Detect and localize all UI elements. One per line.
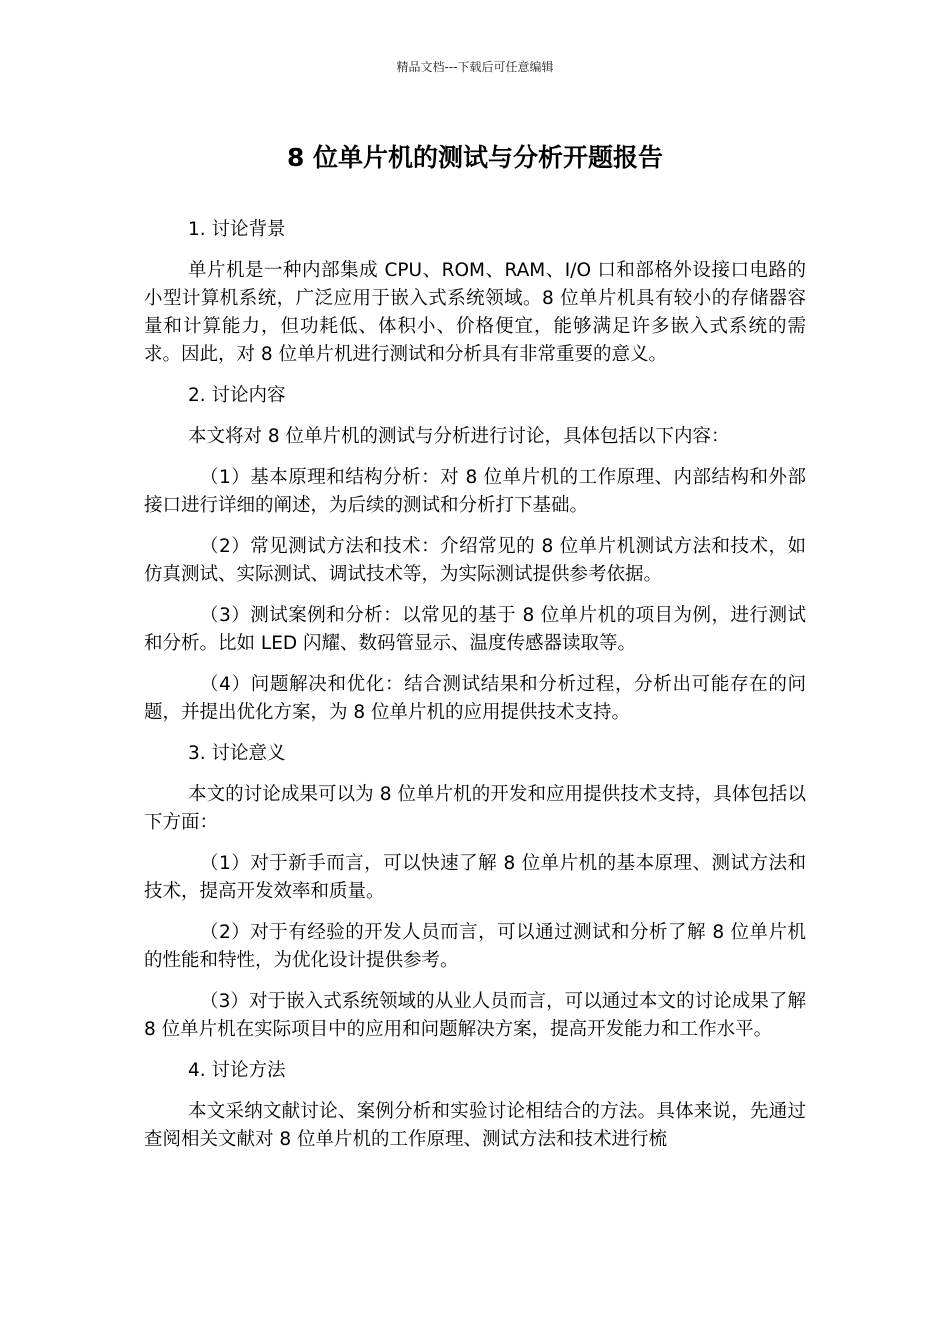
list-item-significance-2: （2）对于有经验的开发人员而言，可以通过测试和分析了解 8 位单片机的性能和特性，为优化设计提供参考。 — [144, 922, 806, 971]
list-item-significance-1: （1）对于新手而言，可以快速了解 8 位单片机的基本原理、测试方法和技术，提高开发效率和质量。 — [144, 853, 806, 902]
section-heading-method: 4. 讨论方法 — [188, 1060, 286, 1081]
paragraph-content-intro: 本文将对 8 位单片机的测试与分析进行讨论，具体包括以下内容： — [188, 426, 730, 447]
paragraph-significance-intro: 本文的讨论成果可以为 8 位单片机的开发和应用提供技术支持，具体包括以下方面： — [144, 784, 806, 833]
paragraph-method: 本文采纳文献讨论、案例分析和实验讨论相结合的方法。具体来说，先通过查阅相关文献对 8 位单片机的工作原理、测试方法和技术进行梳 — [144, 1101, 806, 1150]
section-heading-background: 1. 讨论背景 — [188, 219, 286, 240]
list-item-content-1: （1）基本原理和结构分析：对 8 位单片机的工作原理、内部结构和外部接口进行详细的阐述，为后续的测试和分析打下基础。 — [144, 467, 806, 516]
list-item-significance-3: （3）对于嵌入式系统领域的从业人员而言，可以通过本文的讨论成果了解 8 位单片机在实际项目中的应用和问题解决方案，提高开发能力和工作水平。 — [144, 991, 806, 1040]
page-header-note: 精品文档---下载后可任意编辑 — [396, 60, 554, 74]
section-heading-significance: 3. 讨论意义 — [188, 743, 286, 764]
list-item-content-3: （3）测试案例和分析：以常见的基于 8 位单片机的项目为例，进行测试和分析。比如 LED 闪耀、数码管显示、温度传感器读取等。 — [144, 605, 806, 654]
document-body — [144, 216, 806, 1167]
section-heading-content: 2. 讨论内容 — [188, 385, 286, 406]
paragraph-background: 单片机是一种内部集成 CPU、ROM、RAM、I/O 口和部格外设接口电路的小型计算机系统，广泛应用于嵌入式系统领域。8 位单片机具有较小的存储器容量和计算能力，但功耗低、体积小、价格便宜，能够满足许多嵌入式系统的需求。因此，对 8 位单片机进行测试和分析具有非常重要的意义。 — [144, 260, 806, 365]
document-title: 8 位单片机的测试与分析开题报告 — [286, 143, 664, 172]
list-item-content-4: （4）问题解决和优化：结合测试结果和分析过程，分析出可能存在的问题，并提出优化方案，为 8 位单片机的应用提供技术支持。 — [144, 674, 806, 723]
list-item-content-2: （2）常见测试方法和技术：介绍常见的 8 位单片机测试方法和技术，如仿真测试、实际测试、调试技术等，为实际测试提供参考依据。 — [144, 536, 806, 585]
